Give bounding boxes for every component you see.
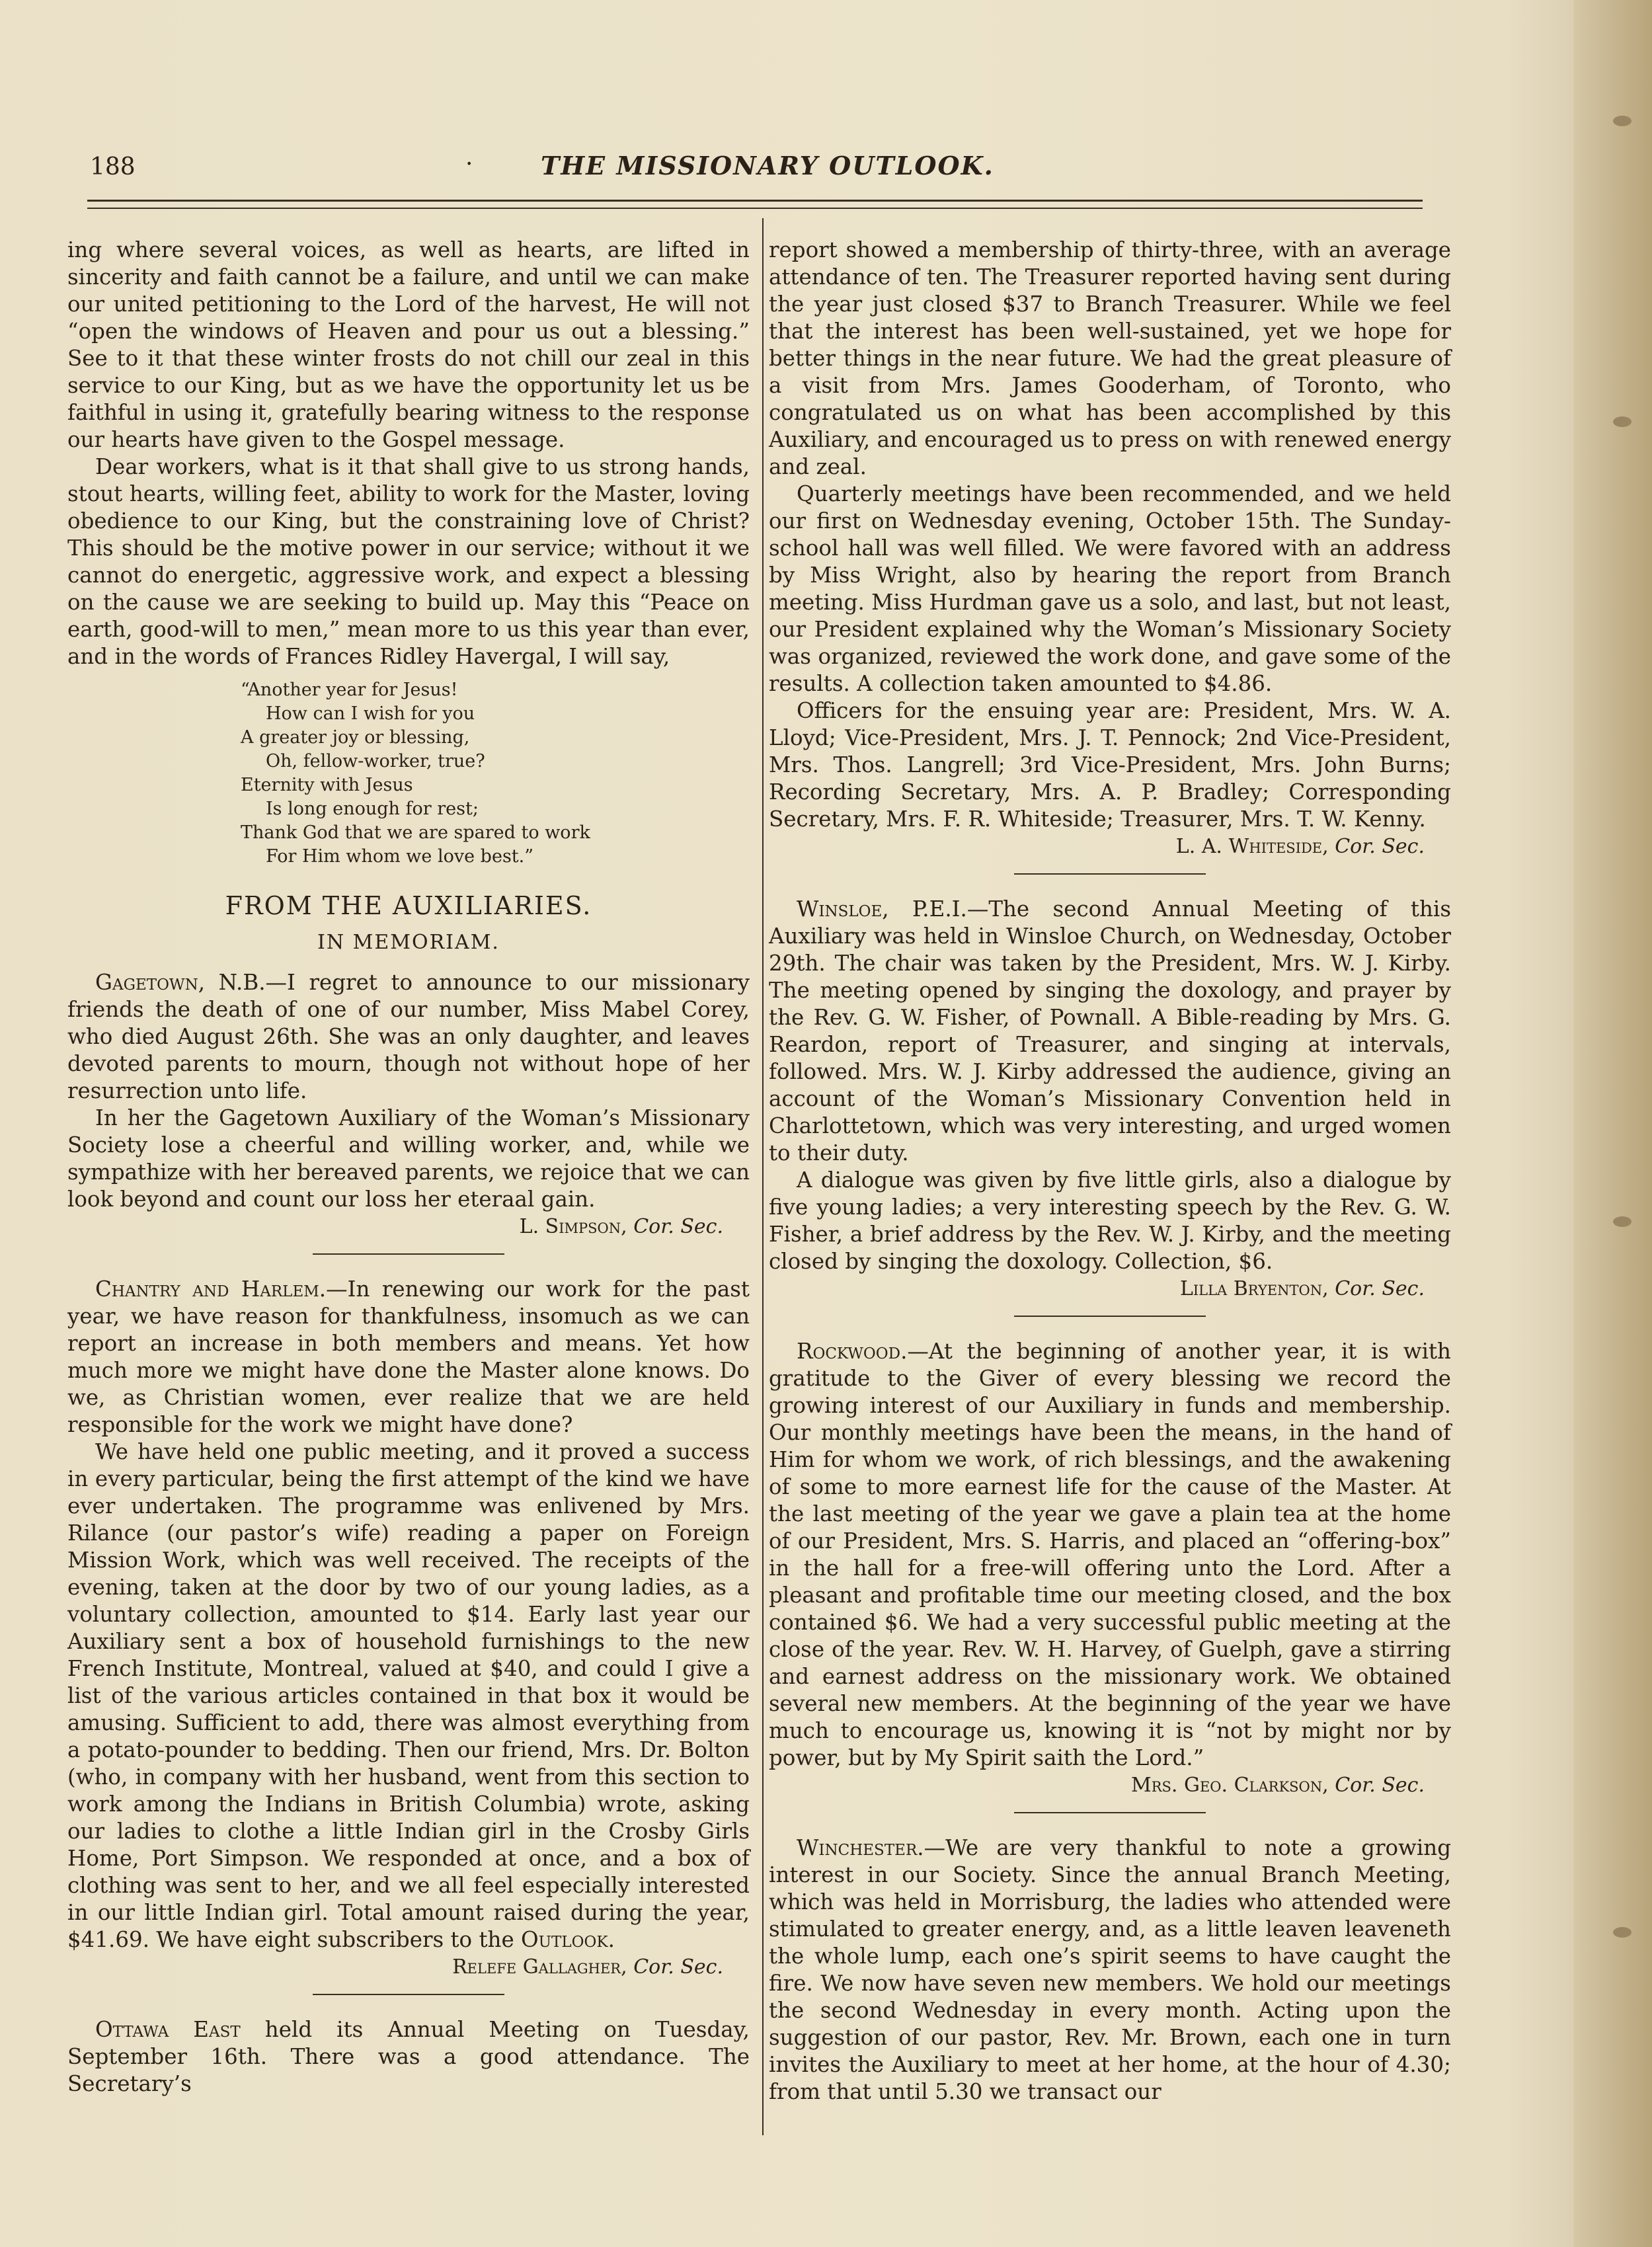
header-rule	[87, 208, 1423, 209]
signature-name: L. Simpson,	[519, 1215, 627, 1238]
paragraph	[67, 1439, 750, 1953]
running-title: THE MISSIONARY OUTLOOK.	[541, 151, 994, 180]
page-edge	[1573, 0, 1652, 2247]
divider	[1014, 873, 1206, 875]
paragraph-text: —We are very thankful to note a growing interest in our Society. Since the annual Branch Meeting, which was held in Morrisburg, the ladies who attended were stimulated to greater energy, and, as a little leaven leaveneth the whole lump, each one’s spirit seems to have caught the fire. We now have seven new members. We hold our meetings the second Wednesday in every month. Acting upon the suggestion of our pastor, Rev. Mr. Brown, each one in turn invites the Auxiliary to meet at her home, at the hour of 4.30; from that until 5.30 we transact our	[769, 1835, 1451, 2104]
right-column	[769, 237, 1451, 2106]
paragraph: Quarterly meetings have been recommended, and we held our first on Wednesday evening, October 15th. The Sunday-school hall was well filled. We were favored with an address by Miss Wright, also by hearing the report from Branch meeting. Miss Hurdman gave us a solo, and last, but not least, our President explained why the Woman’s Missionary Society was organized, reviewed the work done, and gave some of the results. A collection taken amounted to $4.86.	[769, 481, 1451, 696]
page-number: 188	[90, 153, 136, 180]
paragraph: report showed a membership of thirty-three, with an average attendance of ten. The Treasurer reported having sent during the year just closed $37 to Branch Treasurer. While we feel that the interest has been well-sustained, yet we hope for better things in the near future. We had the great pleasure of a visit from Mrs. James Gooderham, of Toronto, who congratulated us on what has been accomplished by this Auxiliary, and encouraged us to press on with renewed energy and zeal.	[769, 237, 1451, 479]
paragraph: A dialogue was given by five little girls, also a dialogue by five young ladies; a very interesting speech by the Rev. G. W. Fisher, a brief address by the Rev. W. J. Kirby, and the meeting closed by singing the doxology. Collection, $6.	[769, 1167, 1451, 1274]
page-header	[78, 151, 1440, 204]
divider	[313, 1994, 504, 1995]
paragraph: Dear workers, what is it that shall give to us strong hands, stout hearts, willing feet, ability to work for the Master, loving obedience to our King, but the constraining love of Christ? This should be the motive power in our service; without it we cannot do energetic, aggressive work, and expect a blessing on the cause we are seeking to build up. May this “Peace on earth, good-will to men,” mean more to us this year than ever, and in the words of Frances Ridley Havergal, I will say,	[67, 454, 750, 669]
divider	[1014, 1812, 1206, 1813]
poem-line: Thank God that we are spared to work	[241, 822, 590, 843]
page-edge-mark	[1613, 116, 1632, 126]
divider	[313, 1253, 504, 1255]
signature-name: Relefe Gallagher,	[452, 1955, 627, 1979]
divider	[1014, 1316, 1206, 1317]
paragraph: ing where several voices, as well as hearts, are lifted in sincerity and faith cannot be a failure, and until we can make our united petitioning to the Lord of the harvest, He will not “open the windows of Heaven and pour us out a blessing.” See to it that these winter frosts do not chill our zeal in this service to our King, but as we have the opportunity let us be faithful in using it, gratefully bearing witness to the response our hearts have given to the Gospel message.	[67, 237, 750, 452]
sub-heading: IN MEMORIAM.	[317, 931, 500, 954]
poem-line: Oh, fellow-worker, true?	[266, 751, 485, 771]
signature-role: Cor. Sec.	[633, 1215, 723, 1238]
signature-name: L. A. Whiteside,	[1175, 835, 1329, 858]
header-dot: ·	[465, 151, 473, 178]
poem	[241, 678, 750, 869]
page-edge-mark	[1613, 416, 1632, 427]
signature	[769, 833, 1451, 860]
left-column	[67, 237, 750, 2098]
poem-line: Is long enough for rest;	[266, 799, 479, 819]
paragraph-text: held its Annual Meeting on Tuesday, September 16th. There was a good attendance. The Secretary’s	[67, 2017, 750, 2096]
paragraph: In her the Gagetown Auxiliary of the Woman’s Missionary Society lose a cheerful and willing worker, and, while we sympathize with her bereaved parents, we rejoice that we can look beyond and count our loss her eteraal gain.	[67, 1105, 750, 1212]
place-name: Winchester.	[797, 1835, 924, 1860]
publication-name: Outlook.	[521, 1927, 615, 1952]
signature-role: Cor. Sec.	[1335, 1774, 1425, 1797]
paragraph: Officers for the ensuing year are: President, Mrs. W. A. Lloyd; Vice-President, Mrs. J. T. Pennock; 2nd Vice-President, Mrs. Thos. Langrell; 3rd Vice-President, Mrs. John Burns; Recording Secretary, Mrs. A. P. Bradley; Corresponding Secretary, Mrs. F. R. Whiteside; Treasurer, Mrs. T. W. Kenny.	[769, 698, 1451, 832]
section-heading: FROM THE AUXILIARIES.	[225, 891, 592, 920]
signature	[769, 1772, 1451, 1799]
paragraph-text: We have held one public meeting, and it proved a success in every particular, being the first attempt of the kind we have ever undertaken. The programme was enlivened by Mrs. Rilance (our pastor’s wife) reading a paper on Foreign Mission Work, which was well received. The receipts of the evening, taken at the door by two of our young ladies, as a voluntary collection, amounted to $14. Early last year our Auxiliary sent a box of household furnishings to the new French Institute, Montreal, valued at $40, and could I give a list of the various articles contained in that box it would be amusing. Sufficient to add, there was almost everything from a potato-pounder to bedding. Then our friend, Mrs. Dr. Bolton (who, in company with her husband, went from this section to work among the Indians in British Columbia) wrote, asking our ladies to clothe a little Indian girl in the Crosby Girls Home, Port Simpson. We responded at once, and a box of clothing was sent to her, and we all feel especially interested in our little Indian girl. Total amount raised during the year, $41.69. We have eight subscribers to the	[67, 1439, 750, 1952]
page-edge-mark	[1613, 1216, 1632, 1227]
poem-line: For Him whom we love best.”	[266, 846, 534, 867]
place-name: Winsloe, P.E.I.	[797, 896, 967, 922]
paragraph	[67, 1276, 750, 1439]
poem-line: A greater joy or blessing,	[241, 727, 470, 748]
signature-role: Cor. Sec.	[633, 1955, 723, 1979]
signature-role: Cor. Sec.	[1335, 1277, 1425, 1300]
paragraph	[769, 1338, 1451, 1772]
signature-name: Mrs. Geo. Clarkson,	[1131, 1774, 1329, 1797]
paragraph	[769, 896, 1451, 1167]
header-rule	[87, 200, 1423, 202]
place-name: Gagetown, N.B.	[95, 970, 266, 995]
place-name: Rockwood.	[797, 1339, 908, 1364]
paragraph	[67, 2016, 750, 2098]
paragraph	[769, 1834, 1451, 2106]
paragraph-text: —At the beginning of another year, it is with gratitude to the Giver of every blessing we record the growing interest of our Auxiliary in funds and membership. Our monthly meetings have been the means, in the hand of Him for whom we work, of rich blessings, and the awakening of some to more earnest life for the cause of the Master. At the last meeting of the year we gave a plain tea at the home of our President, Mrs. S. Harris, and placed an “offering-box” in the hall for a free-will offering unto the Lord. After a pleasant and profitable time our meeting closed, and the box contained $6. We had a very successful public meeting at the close of the year. Rev. W. H. Harvey, of Guelph, gave a stirring and earnest address on the missionary work. We obtained several new members. At the beginning of the year we have much to encourage us, knowing it is “not by might nor by power, but by My Spirit saith the Lord.”	[769, 1339, 1451, 1770]
paragraph-text: —The second Annual Meeting of this Auxiliary was held in Winsloe Church, on Wednesday, October 29th. The chair was taken by the President, Mrs. W. J. Kirby. The meeting opened by singing the doxology, and prayer by the Rev. G. W. Fisher, of Pownall. A Bible-reading by Mrs. G. Reardon, report of Treasurer, and singing at intervals, followed. Mrs. W. J. Kirby addressed the audience, giving an account of the Woman’s Missionary Convention held in Charlottetown, which was very interesting, and urged women to their duty.	[769, 896, 1452, 1165]
place-name: Chantry and Harlem.	[95, 1277, 327, 1302]
signature-role: Cor. Sec.	[1335, 835, 1425, 858]
poem-line: Eternity with Jesus	[241, 775, 413, 795]
signature	[67, 1953, 750, 1981]
poem-line: How can I wish for you	[266, 703, 475, 724]
poem-line: “Another year for Jesus!	[241, 680, 458, 700]
paragraph	[67, 969, 750, 1105]
page-edge-mark	[1613, 1927, 1632, 1938]
paragraph-text: —In renewing our work for the past year, we have reason for thankfulness, insomuch as we can report an increase in both members and means. Yet how much more we might have done the Master alone knows. Do we, as Christian women, ever realize that we are held responsible for the work we might have done?	[67, 1277, 750, 1437]
signature	[67, 1213, 750, 1240]
column-divider	[762, 218, 764, 2135]
signature	[769, 1275, 1451, 1302]
place-name: Ottawa East	[95, 2017, 241, 2042]
signature-name: Lilla Bryenton,	[1179, 1277, 1329, 1300]
paragraph-text: —I regret to announce to our missionary friends the death of one of our number, Miss Mabel Corey, who died August 26th. She was an only daughter, and leaves devoted parents to mourn, though not without hope of her resurrection unto life.	[67, 970, 750, 1103]
